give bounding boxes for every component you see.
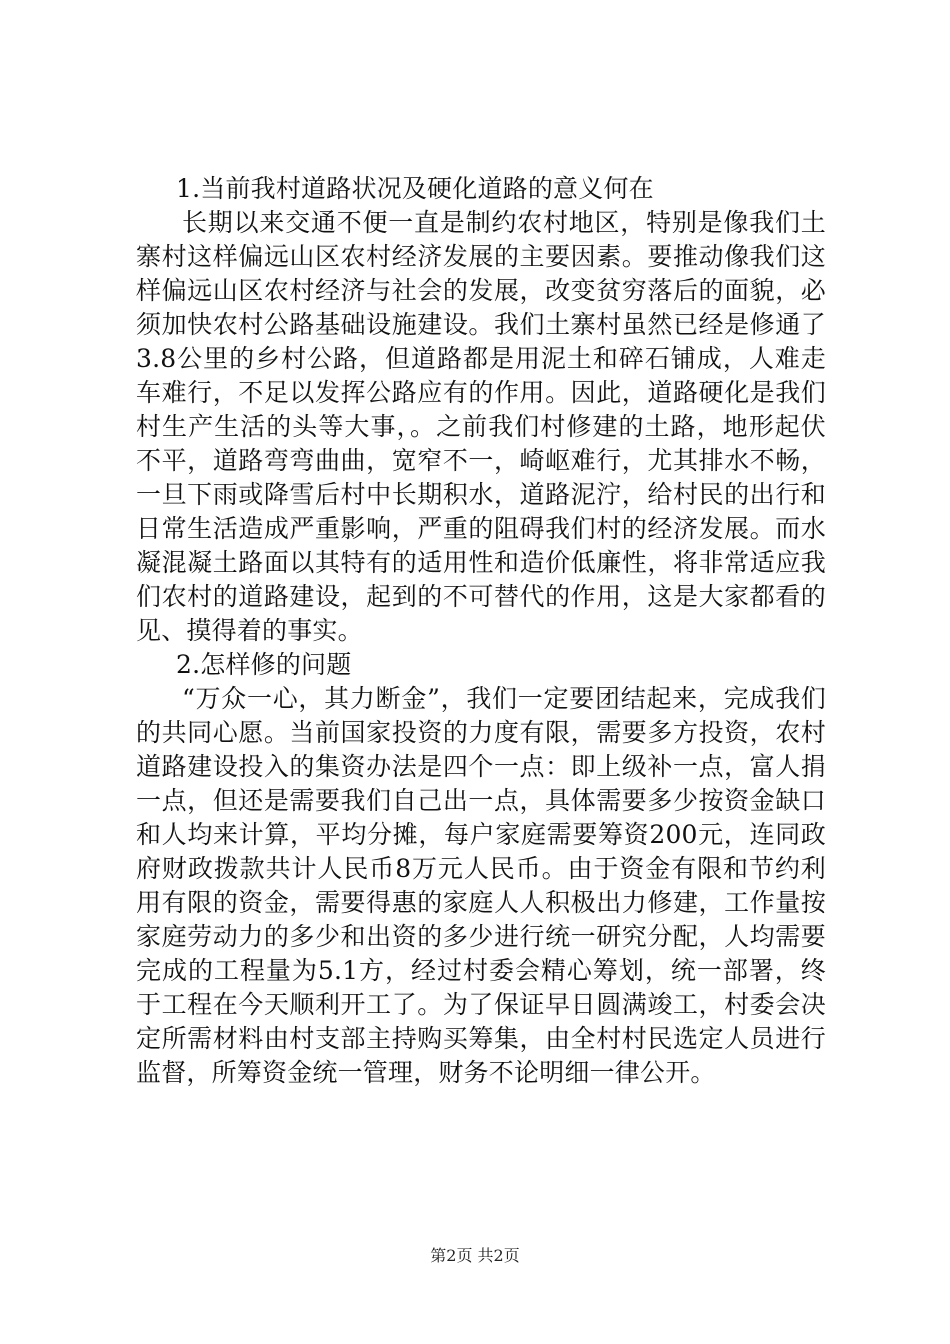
section-2-heading: 2.怎样修的问题 <box>176 650 352 679</box>
document-body <box>136 172 826 1090</box>
section-1-paragraph: 长期以来交通不便一直是制约农村地区，特别是像我们土寨村这样偏远山区农村经济发展的主要因素。要推动像我们这样偏远山区农村经济与社会的发展，改变贫穷落后的面貌，必须加快农村公路基础设施建设。我们土寨村虽然已经是修通了3.8公里的乡村公路，但道路都是用泥土和碎石铺成，人难走车难行，不足以发挥公路应有的作用。因此，道路硬化是我们村生产生活的头等大事，。之前我们村修建的土路，地形起伏不平，道路弯弯曲曲，宽窄不一，崎岖难行，尤其排水不畅，一旦下雨或降雪后村中长期积水，道路泥泞，给村民的出行和日常生活造成严重影响，严重的阻碍我们村的经济发展。而水凝混凝土路面以其特有的适用性和造价低廉性，将非常适应我们农村的道路建设，起到的不可替代的作用，这是大家都看的见、摸得着的事实。 <box>136 208 826 645</box>
section-1-heading: 1.当前我村道路状况及硬化道路的意义何在 <box>176 174 654 203</box>
section-2-paragraph: “万众一心，其力断金”，我们一定要团结起来，完成我们的共同心愿。当前国家投资的力度有限，需要多方投资，农村道路建设投入的集资办法是四个一点：即上级补一点，富人捐一点，但还是需要我们自己出一点，具体需要多少按资金缺口和人均来计算，平均分摊，每户家庭需要筹资200元，连同政府财政拨款共计人民币8万元人民币。由于资金有限和节约利用有限的资金，需要得惠的家庭人人积极出力修建，工作量按家庭劳动力的多少和出资的多少进行统一研究分配，人均需要完成的工程量为5.1方，经过村委会精心筹划，统一部署，终于工程在今天顺利开工了。为了保证早日圆满竣工，村委会决定所需材料由村支部主持购买筹集，由全村村民选定人员进行监督，所筹资金统一管理，财务不论明细一律公开。 <box>136 684 826 1087</box>
page-footer: 第2页 共2页 <box>430 1246 520 1265</box>
